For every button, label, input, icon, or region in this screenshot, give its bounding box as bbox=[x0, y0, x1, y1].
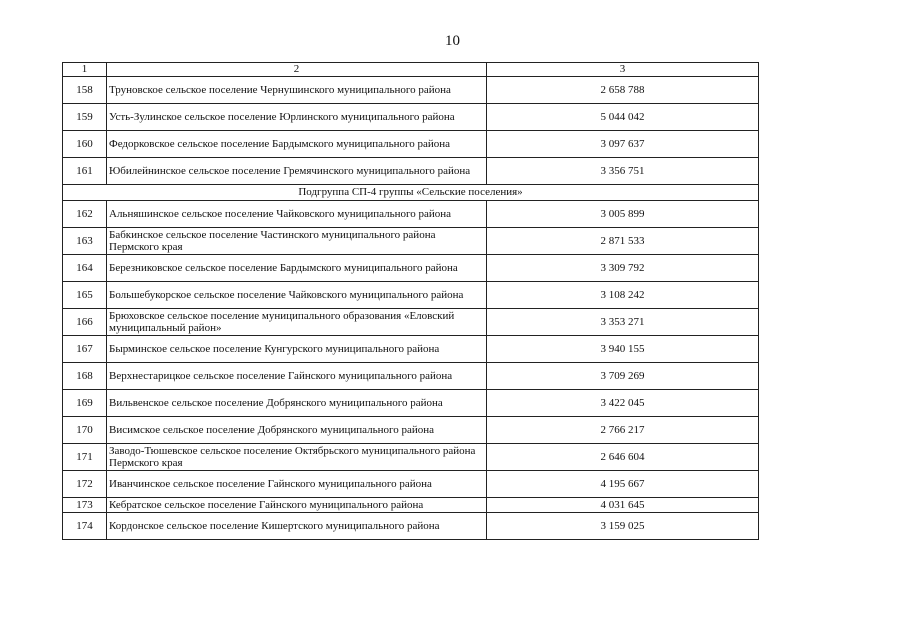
row-number: 171 bbox=[63, 444, 107, 471]
settlement-name: Кордонское сельское поселение Кишертского муниципального района bbox=[107, 513, 487, 540]
page-number: 10 bbox=[445, 33, 460, 49]
table-row bbox=[63, 390, 759, 417]
settlement-name: Вильвенское сельское поселение Добрянского муниципального района bbox=[107, 390, 487, 417]
table-row bbox=[63, 104, 759, 131]
row-number: 159 bbox=[63, 104, 107, 131]
table-row bbox=[63, 336, 759, 363]
table-row bbox=[63, 471, 759, 498]
settlement-name: Альняшинское сельское поселение Чайковского муниципального района bbox=[107, 201, 487, 228]
amount-value: 3 159 025 bbox=[487, 513, 759, 540]
amount-value: 4 195 667 bbox=[487, 471, 759, 498]
subgroup-row bbox=[63, 185, 759, 201]
amount-value: 2 658 788 bbox=[487, 77, 759, 104]
row-number: 162 bbox=[63, 201, 107, 228]
row-number: 169 bbox=[63, 390, 107, 417]
row-number: 168 bbox=[63, 363, 107, 390]
row-number: 163 bbox=[63, 228, 107, 255]
subgroup-title: Подгруппа СП-4 группы «Сельские поселения» bbox=[63, 185, 759, 201]
row-number: 173 bbox=[63, 498, 107, 513]
table-row bbox=[63, 228, 759, 255]
settlement-name: Федорковское сельское поселение Бардымского муниципального района bbox=[107, 131, 487, 158]
table-row bbox=[63, 444, 759, 471]
amount-value: 3 309 792 bbox=[487, 255, 759, 282]
row-number: 161 bbox=[63, 158, 107, 185]
amount-value: 3 940 155 bbox=[487, 336, 759, 363]
amount-value: 3 356 751 bbox=[487, 158, 759, 185]
row-number: 164 bbox=[63, 255, 107, 282]
amount-value: 3 097 637 bbox=[487, 131, 759, 158]
table-row bbox=[63, 77, 759, 104]
amount-value: 3 005 899 bbox=[487, 201, 759, 228]
column-header-2: 2 bbox=[107, 63, 487, 77]
settlement-name: Юбилейнинское сельское поселение Гремячинского муниципального района bbox=[107, 158, 487, 185]
row-number: 158 bbox=[63, 77, 107, 104]
table-row bbox=[63, 201, 759, 228]
row-number: 166 bbox=[63, 309, 107, 336]
settlement-name: Кебратское сельское поселение Гайнского муниципального района bbox=[107, 498, 487, 513]
table-row bbox=[63, 498, 759, 513]
table-row bbox=[63, 417, 759, 444]
settlement-name: Иванчинское сельское поселение Гайнского муниципального района bbox=[107, 471, 487, 498]
table-row bbox=[63, 309, 759, 336]
amount-value: 2 766 217 bbox=[487, 417, 759, 444]
amount-value: 3 353 271 bbox=[487, 309, 759, 336]
row-number: 167 bbox=[63, 336, 107, 363]
row-number: 165 bbox=[63, 282, 107, 309]
column-header-3: 3 bbox=[487, 63, 759, 77]
amount-value: 3 422 045 bbox=[487, 390, 759, 417]
table-row bbox=[63, 158, 759, 185]
table-header-row bbox=[63, 63, 759, 77]
column-header-1: 1 bbox=[63, 63, 107, 77]
settlement-name: Березниковское сельское поселение Бардымского муниципального района bbox=[107, 255, 487, 282]
settlement-name: Висимское сельское поселение Добрянского муниципального района bbox=[107, 417, 487, 444]
settlement-name: Верхнестарицкое сельское поселение Гайнского муниципального района bbox=[107, 363, 487, 390]
table-row bbox=[63, 255, 759, 282]
amount-value: 2 646 604 bbox=[487, 444, 759, 471]
settlement-name: Бырминское сельское поселение Кунгурского муниципального района bbox=[107, 336, 487, 363]
amount-value: 2 871 533 bbox=[487, 228, 759, 255]
amount-value: 3 108 242 bbox=[487, 282, 759, 309]
row-number: 170 bbox=[63, 417, 107, 444]
settlement-name: Труновское сельское поселение Чернушинского муниципального района bbox=[107, 77, 487, 104]
table-row bbox=[63, 513, 759, 540]
amount-value: 3 709 269 bbox=[487, 363, 759, 390]
table-row bbox=[63, 363, 759, 390]
table-row bbox=[63, 282, 759, 309]
settlements-table bbox=[62, 62, 759, 540]
settlement-name: Брюховское сельское поселение муниципального образования «Еловский муниципальный район» bbox=[107, 309, 487, 336]
row-number: 174 bbox=[63, 513, 107, 540]
settlement-name: Большебукорское сельское поселение Чайковского муниципального района bbox=[107, 282, 487, 309]
amount-value: 5 044 042 bbox=[487, 104, 759, 131]
row-number: 160 bbox=[63, 131, 107, 158]
settlement-name: Заводо-Тюшевское сельское поселение Октябрьского муниципального района Пермского края bbox=[107, 444, 487, 471]
amount-value: 4 031 645 bbox=[487, 498, 759, 513]
settlement-name: Усть-Зулинское сельское поселение Юрлинского муниципального района bbox=[107, 104, 487, 131]
settlement-name: Бабкинское сельское поселение Частинского муниципального района Пермского края bbox=[107, 228, 487, 255]
row-number: 172 bbox=[63, 471, 107, 498]
table-row bbox=[63, 131, 759, 158]
